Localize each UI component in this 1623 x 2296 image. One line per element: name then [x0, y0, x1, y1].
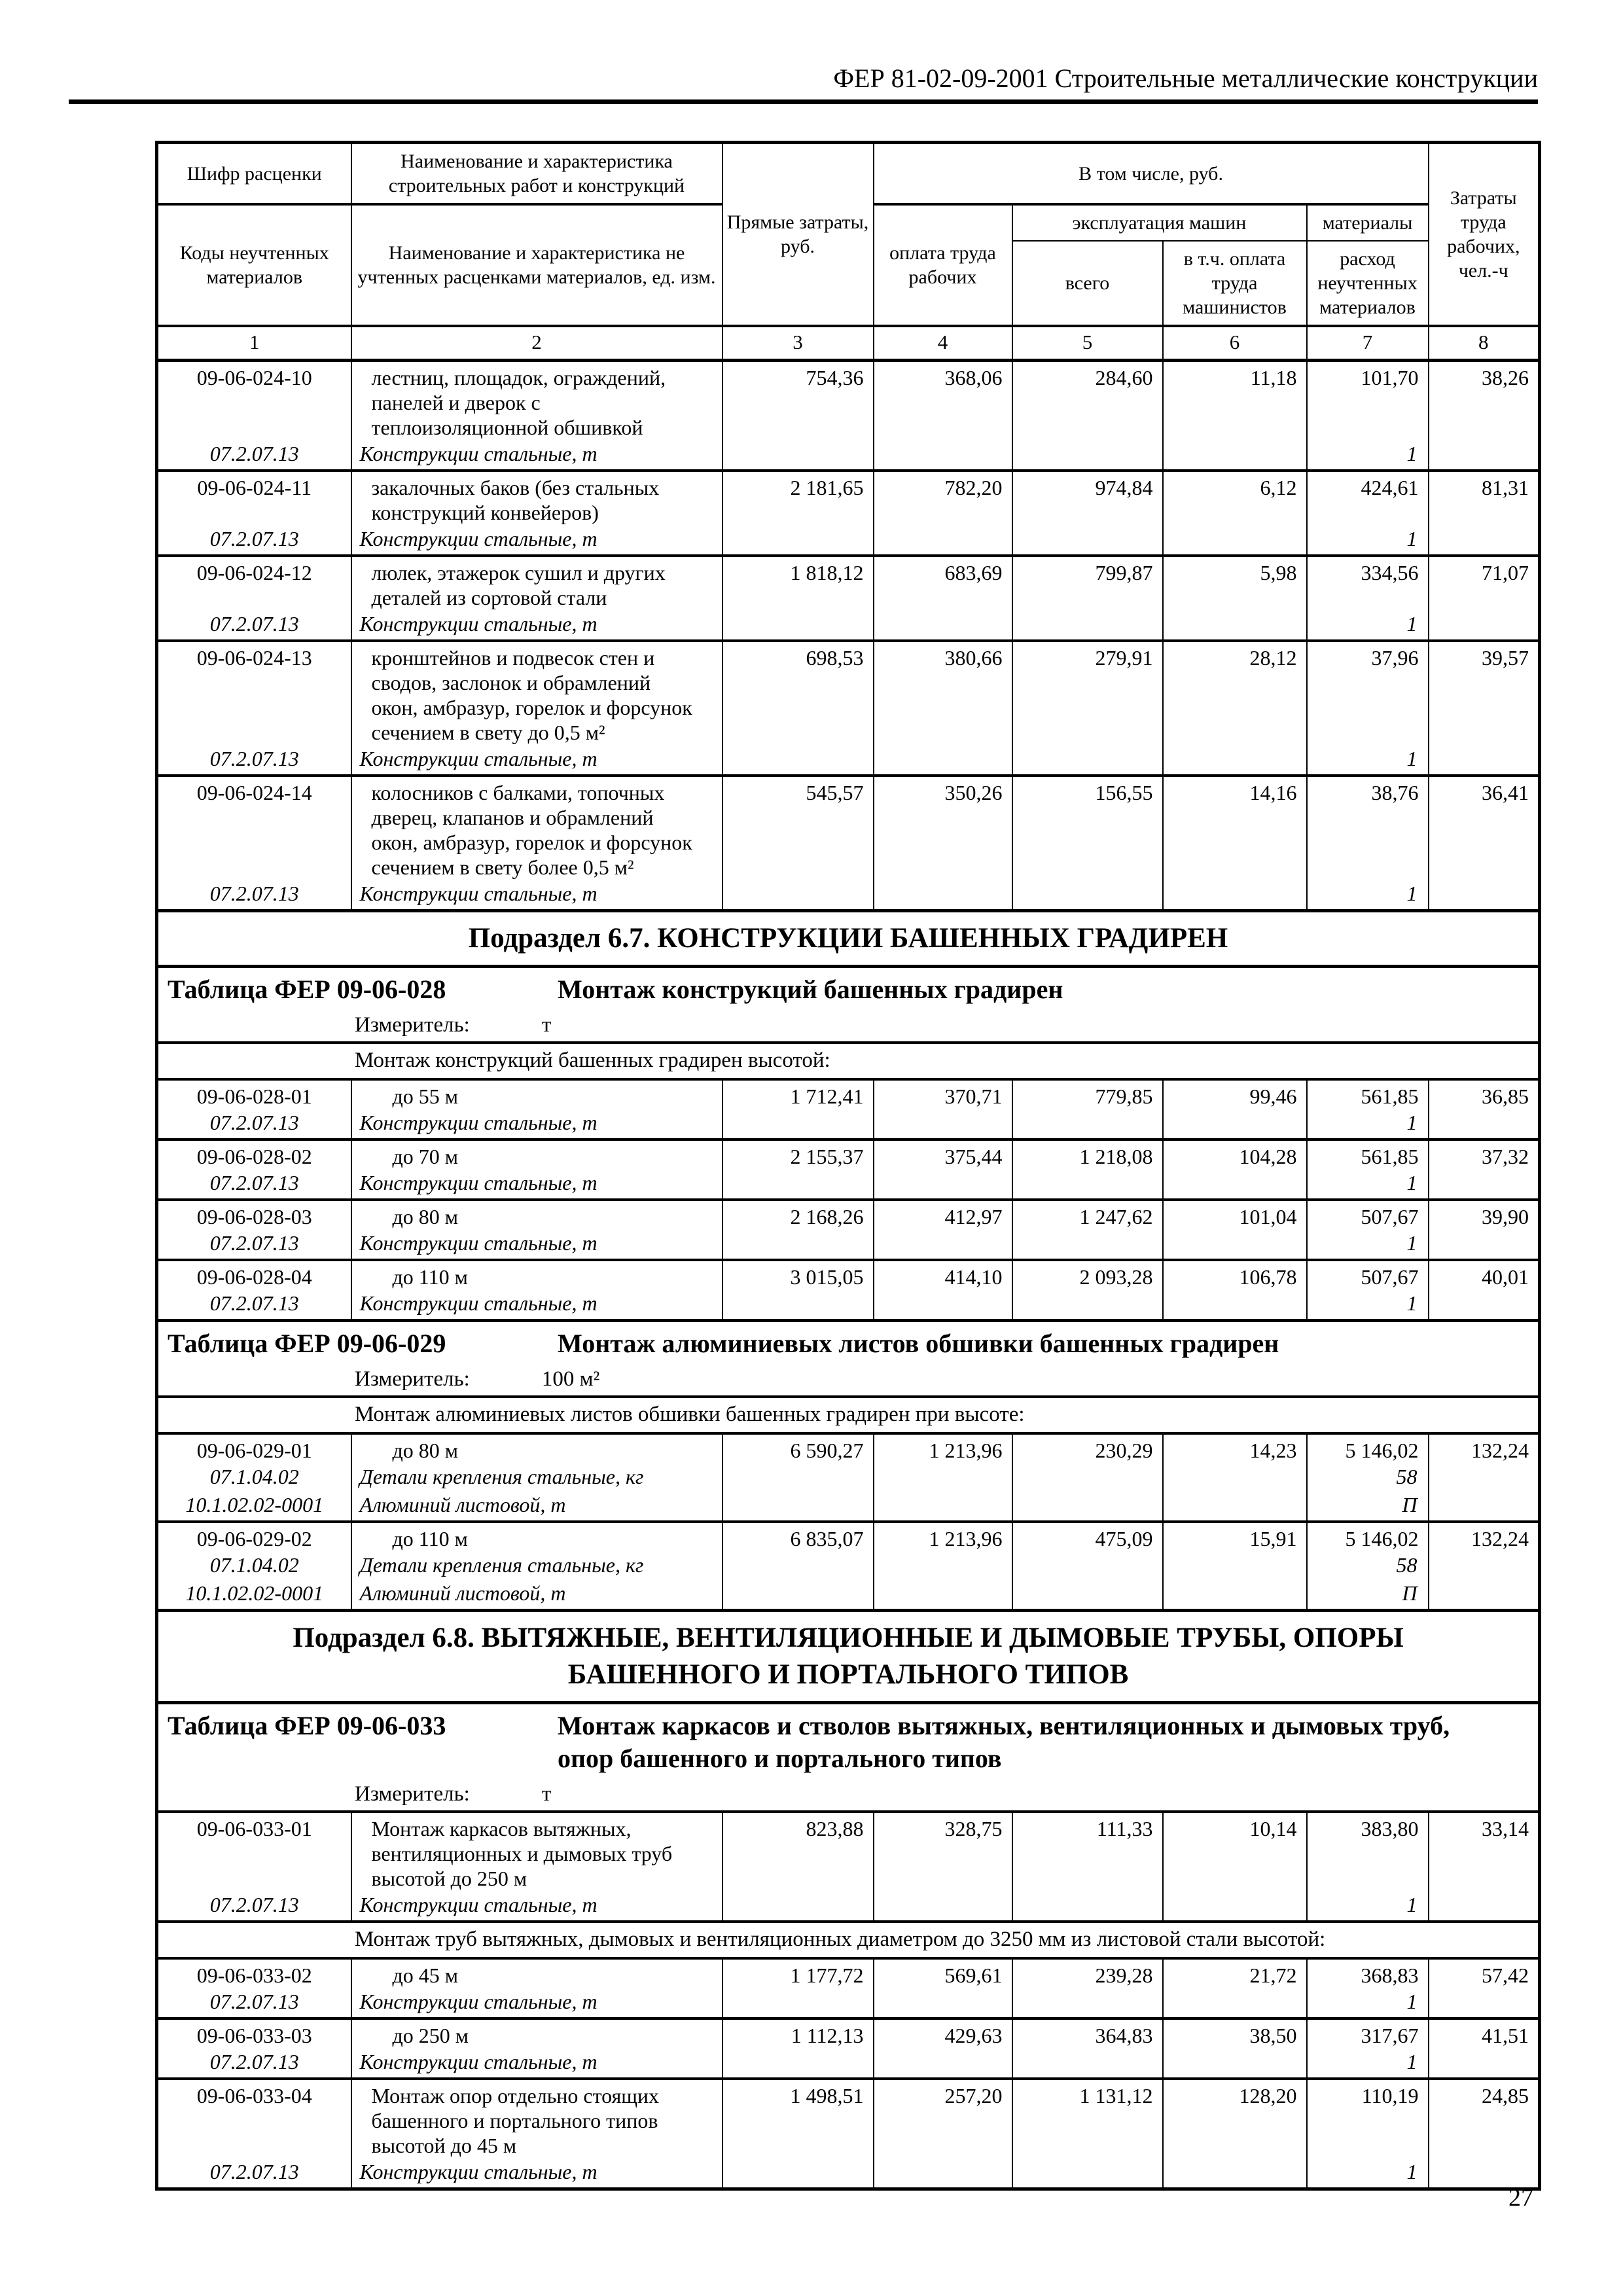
rate-description: до 80 м [392, 1439, 459, 1462]
group-description: Монтаж конструкций башенных градирен высотой: [355, 1049, 830, 1072]
material-qty: 1 [1406, 1171, 1418, 1194]
labor-hours: 36,41 [1482, 781, 1529, 804]
labor-hours: 38,26 [1482, 366, 1529, 389]
rate-code: 09-06-033-03 [196, 2024, 312, 2047]
colnum-8: 8 [1429, 326, 1540, 361]
materials-cost: 424,61 [1361, 476, 1419, 499]
column-numbers-row [157, 326, 1540, 361]
measure-value: т [541, 1013, 552, 1037]
labor-hours: 40,01 [1482, 1265, 1529, 1289]
material-name: Конструкции стальные, т [359, 1990, 597, 2013]
labor-hours: 132,24 [1471, 1527, 1529, 1551]
machines-total: 1 247,62 [1079, 1205, 1153, 1229]
labor-hours: 37,32 [1482, 1145, 1529, 1168]
colnum-4: 4 [874, 326, 1012, 361]
table-number-label: Таблица ФЕР 09-06-028 [168, 975, 446, 1004]
header-naim-mat: Наименование и характеристика не учтенных расценками материалов, ед. изм. [351, 204, 722, 326]
material-code: 07.2.07.13 [209, 882, 299, 905]
rate-description: Монтаж опор отдельно стоящих башенного и портального типов высотой до 45 м [371, 2084, 660, 2157]
materials-cost: 5 146,02 [1345, 1439, 1419, 1462]
material-code: 10.1.02.02-0001 [185, 1493, 324, 1516]
colnum-7: 7 [1307, 326, 1429, 361]
header-pryamye: Прямые затраты, руб. [722, 143, 874, 327]
materials-cost: 507,67 [1361, 1265, 1419, 1289]
rate-description: закалочных баков (без стальных конструкций конвейеров) [371, 476, 660, 524]
machinists-pay: 38,50 [1249, 2024, 1297, 2047]
rate-code: 09-06-024-12 [196, 561, 312, 584]
group-description-row [157, 1922, 1540, 1958]
labor-pay: 328,75 [944, 1817, 1003, 1840]
machinists-pay: 6,12 [1260, 476, 1297, 499]
colnum-1: 1 [157, 326, 351, 361]
rate-code: 09-06-028-03 [196, 1205, 312, 1229]
rate-code: 09-06-024-13 [196, 646, 312, 670]
material-code: 07.2.07.13 [209, 1893, 299, 1916]
measure-row [157, 1011, 1540, 1043]
direct-costs: 754,36 [806, 366, 864, 389]
header-ekspl: эксплуатация машин [1012, 204, 1307, 241]
header-vtch: в т.ч. оплата труда машинистов [1163, 241, 1307, 326]
materials-cost: 507,67 [1361, 1205, 1419, 1229]
labor-hours: 57,42 [1482, 1964, 1529, 1987]
direct-costs: 1 112,13 [791, 2024, 864, 2047]
material-code: 07.2.07.13 [209, 1990, 299, 2013]
materials-cost: 110,19 [1361, 2084, 1419, 2108]
rate-code: 09-06-024-10 [196, 366, 312, 389]
machines-total: 1 218,08 [1079, 1145, 1153, 1168]
material-qty: 1 [1406, 442, 1418, 465]
labor-hours: 81,31 [1482, 476, 1529, 499]
labor-hours: 41,51 [1482, 2024, 1529, 2047]
direct-costs: 2 168,26 [790, 1205, 864, 1229]
labor-pay: 368,06 [944, 366, 1003, 389]
rate-description: до 45 м [392, 1964, 459, 1987]
direct-costs: 823,88 [806, 1817, 864, 1840]
rate-row [157, 1079, 1540, 1139]
rate-row [157, 776, 1540, 911]
machinists-pay: 14,16 [1249, 781, 1297, 804]
rate-row [157, 2079, 1540, 2189]
rate-description: Монтаж каркасов вытяжных, вентиляционных и дымовых труб высотой до 250 м [371, 1817, 673, 1890]
rate-row [157, 1812, 1540, 1922]
labor-hours: 71,07 [1482, 561, 1529, 584]
rate-row [157, 1200, 1540, 1260]
header-shifr: Шифр расценки [157, 143, 351, 205]
materials-cost: 561,85 [1361, 1145, 1419, 1168]
material-name: Конструкции стальные, т [359, 2160, 597, 2183]
measure-label: Измеритель: [355, 1367, 470, 1391]
material-code: 10.1.02.02-0001 [185, 1581, 324, 1605]
materials-cost: 383,80 [1361, 1817, 1419, 1840]
colnum-5: 5 [1012, 326, 1163, 361]
header-zatraty: Затраты труда рабочих, чел.-ч [1429, 143, 1540, 327]
rate-code: 09-06-024-14 [196, 781, 312, 804]
material-name: Детали крепления стальные, кг [359, 1465, 644, 1488]
colnum-6: 6 [1163, 326, 1307, 361]
machines-total: 779,85 [1095, 1085, 1153, 1108]
machinists-pay: 28,12 [1249, 646, 1297, 670]
material-qty: 58 [1396, 1465, 1418, 1488]
rate-description: до 110 м [392, 1265, 468, 1289]
labor-hours: 39,57 [1482, 646, 1529, 670]
material-name: Алюминий листовой, т [359, 1493, 566, 1516]
material-qty: 1 [1406, 612, 1418, 636]
direct-costs: 1 177,72 [790, 1964, 864, 1987]
machines-total: 156,55 [1095, 781, 1153, 804]
material-code: 07.2.07.13 [209, 442, 299, 465]
labor-pay: 683,69 [944, 561, 1003, 584]
material-qty: 1 [1406, 2160, 1418, 2183]
rate-description: до 110 м [392, 1527, 468, 1551]
material-code: 07.2.07.13 [209, 527, 299, 550]
header-naim-rabot: Наименование и характеристика строительных работ и конструкций [351, 143, 722, 205]
rate-description: кронштейнов и подвесок стен и сводов, заслонок и обрамлений окон, амбразур, горелок и форсунок сечением в свету до 0,5 м² [371, 646, 692, 744]
labor-hours: 36,85 [1482, 1085, 1529, 1108]
material-name: Конструкции стальные, т [359, 442, 597, 465]
labor-pay: 380,66 [944, 646, 1003, 670]
machines-total: 1 131,12 [1079, 2084, 1153, 2108]
section-title: Подраздел 6.8. ВЫТЯЖНЫЕ, ВЕНТИЛЯЦИОННЫЕ И ДЫМОВЫЕ ТРУБЫ, ОПОРЫ БАШЕННОГО И ПОРТАЛЬНОГО ТИПОВ [293, 1623, 1404, 1690]
machines-total: 799,87 [1095, 561, 1153, 584]
measure-value: т [541, 1782, 552, 1806]
labor-pay: 569,61 [944, 1964, 1003, 1987]
materials-cost: 561,85 [1361, 1085, 1419, 1108]
direct-costs: 2 181,65 [790, 476, 864, 499]
group-description: Монтаж алюминиевых листов обшивки башенных градирен при высоте: [355, 1403, 1025, 1426]
materials-cost: 38,76 [1371, 781, 1419, 804]
labor-pay: 782,20 [944, 476, 1003, 499]
machinists-pay: 99,46 [1249, 1085, 1297, 1108]
measure-label: Измеритель: [355, 1013, 470, 1037]
labor-pay: 257,20 [944, 2084, 1003, 2108]
material-code: 07.2.07.13 [209, 1291, 299, 1315]
labor-pay: 1 213,96 [929, 1439, 1003, 1462]
machines-total: 111,33 [1096, 1817, 1153, 1840]
machines-total: 364,83 [1095, 2024, 1153, 2047]
direct-costs: 1 818,12 [790, 561, 864, 584]
material-code: 07.2.07.13 [209, 2050, 299, 2073]
direct-costs: 2 155,37 [790, 1145, 864, 1168]
measure-value: 100 м² [541, 1367, 600, 1391]
rate-row [157, 1958, 1540, 2018]
labor-hours: 33,14 [1482, 1817, 1529, 1840]
table-title: Монтаж каркасов и стволов вытяжных, вентиляционных и дымовых труб, опор башенного и портального типов [558, 1711, 1450, 1773]
material-qty: 1 [1406, 1291, 1418, 1315]
table-title: Монтаж конструкций башенных градирен [558, 975, 1063, 1004]
table-number-label: Таблица ФЕР 09-06-029 [168, 1329, 446, 1358]
material-qty: 1 [1406, 1111, 1418, 1134]
rate-row [157, 361, 1540, 471]
rate-code: 09-06-029-01 [196, 1439, 312, 1462]
labor-hours: 39,90 [1482, 1205, 1529, 1229]
header-rashod: расход неучтенных материалов [1307, 241, 1429, 326]
rate-code: 09-06-033-04 [196, 2084, 312, 2108]
rate-code: 09-06-033-02 [196, 1964, 312, 1987]
group-description-row [157, 1397, 1540, 1433]
machinists-pay: 15,91 [1249, 1527, 1297, 1551]
colnum-3: 3 [722, 326, 874, 361]
material-qty: 1 [1406, 2050, 1418, 2073]
rate-description: до 250 м [392, 2024, 469, 2047]
material-qty: 1 [1406, 1990, 1418, 2013]
table-title: Монтаж алюминиевых листов обшивки башенных градирен [558, 1329, 1279, 1358]
group-description-row [157, 1043, 1540, 1079]
rates-table [155, 141, 1541, 2191]
materials-cost: 368,83 [1361, 1964, 1419, 1987]
rate-row [157, 471, 1540, 556]
material-name: Конструкции стальные, т [359, 1893, 597, 1916]
material-name: Конструкции стальные, т [359, 1291, 597, 1315]
rate-code: 09-06-024-11 [197, 476, 312, 499]
rate-code: 09-06-028-01 [196, 1085, 312, 1108]
material-code: 07.2.07.13 [209, 747, 299, 770]
machinists-pay: 128,20 [1239, 2084, 1297, 2108]
measure-row [157, 1365, 1540, 1397]
measure-row [157, 1780, 1540, 1812]
material-name: Детали крепления стальные, кг [359, 1553, 644, 1577]
rate-description: до 70 м [392, 1145, 459, 1168]
table-title-row [157, 967, 1540, 1012]
machinists-pay: 106,78 [1239, 1265, 1297, 1289]
material-qty: 1 [1406, 1893, 1418, 1916]
rate-description: до 55 м [392, 1085, 459, 1108]
machines-total: 239,28 [1095, 1964, 1153, 1987]
machines-total: 230,29 [1095, 1439, 1153, 1462]
machinists-pay: 101,04 [1239, 1205, 1297, 1229]
rate-description: лестниц, площадок, ограждений, панелей и дверок с теплоизоляционной обшивкой [371, 366, 666, 439]
material-qty: 1 [1406, 747, 1418, 770]
materials-cost: 334,56 [1361, 561, 1419, 584]
material-qty: 58 [1396, 1553, 1418, 1577]
materials-cost: 317,67 [1361, 2024, 1419, 2047]
table-title-row [157, 1321, 1540, 1366]
labor-hours: 132,24 [1471, 1439, 1529, 1462]
section-header [157, 911, 1540, 967]
rate-row [157, 641, 1540, 776]
materials-cost: 37,96 [1371, 646, 1419, 670]
machinists-pay: 14,23 [1249, 1439, 1297, 1462]
rate-code: 09-06-029-02 [196, 1527, 312, 1551]
material-name: Конструкции стальные, т [359, 747, 597, 770]
labor-pay: 350,26 [944, 781, 1003, 804]
material-name: Конструкции стальные, т [359, 1171, 597, 1194]
labor-hours: 24,85 [1482, 2084, 1529, 2108]
direct-costs: 1 498,51 [790, 2084, 864, 2108]
material-code: 07.1.04.02 [209, 1465, 299, 1488]
rate-code: 09-06-028-02 [196, 1145, 312, 1168]
machines-total: 279,91 [1095, 646, 1153, 670]
rate-row [157, 1522, 1540, 1611]
materials-cost: 101,70 [1361, 366, 1419, 389]
machines-total: 284,60 [1095, 366, 1153, 389]
direct-costs: 545,57 [806, 781, 864, 804]
table-header [157, 143, 1540, 361]
group-description: Монтаж труб вытяжных, дымовых и вентиляционных диаметром до 3250 мм из листовой стали высотой: [355, 1928, 1326, 1951]
material-name: Конструкции стальные, т [359, 1231, 597, 1255]
materials-cost: 5 146,02 [1345, 1527, 1419, 1551]
material-qty: 1 [1406, 527, 1418, 550]
colnum-2: 2 [351, 326, 722, 361]
machinists-pay: 11,18 [1250, 366, 1297, 389]
header-vsego: всего [1012, 241, 1163, 326]
document-header-title: ФЕР 81-02-09-2001 Строительные металлические конструкции [833, 63, 1538, 93]
material-code: 07.2.07.13 [209, 2160, 299, 2183]
header-rule [69, 99, 1538, 104]
material-qty: П [1402, 1493, 1418, 1516]
labor-pay: 429,63 [944, 2024, 1003, 2047]
header-materialy: материалы [1307, 204, 1429, 241]
material-code: 07.2.07.13 [209, 1231, 299, 1255]
table-title-row [157, 1703, 1540, 1781]
rate-row [157, 2018, 1540, 2079]
material-name: Конструкции стальные, т [359, 527, 597, 550]
machinists-pay: 104,28 [1239, 1145, 1297, 1168]
direct-costs: 698,53 [806, 646, 864, 670]
machines-total: 974,84 [1095, 476, 1153, 499]
material-name: Конструкции стальные, т [359, 2050, 597, 2073]
section-title: Подраздел 6.7. КОНСТРУКЦИИ БАШЕННЫХ ГРАДИРЕН [468, 923, 1228, 954]
material-code: 07.2.07.13 [209, 1111, 299, 1134]
header-v-tom-chisle: В том числе, руб. [874, 143, 1429, 205]
rate-row [157, 1139, 1540, 1200]
material-name: Алюминий листовой, т [359, 1581, 566, 1605]
direct-costs: 6 835,07 [790, 1527, 864, 1551]
rate-description: колосников с балками, топочных дверец, клапанов и обрамлений окон, амбразур, горелок и форсунок сечением в свету более 0,5 м² [371, 781, 692, 879]
material-code: 07.1.04.02 [209, 1553, 299, 1577]
rate-row [157, 556, 1540, 641]
material-qty: 1 [1406, 882, 1418, 905]
material-name: Конструкции стальные, т [359, 882, 597, 905]
rate-description: до 80 м [392, 1205, 459, 1229]
machinists-pay: 5,98 [1260, 561, 1297, 584]
material-name: Конструкции стальные, т [359, 1111, 597, 1134]
machines-total: 475,09 [1095, 1527, 1153, 1551]
table-number-label: Таблица ФЕР 09-06-033 [168, 1711, 446, 1740]
direct-costs: 3 015,05 [790, 1265, 864, 1289]
rate-description: люлек, этажерок сушил и других деталей из сортовой стали [371, 561, 666, 609]
material-code: 07.2.07.13 [209, 1171, 299, 1194]
direct-costs: 6 590,27 [790, 1439, 864, 1462]
material-name: Конструкции стальные, т [359, 612, 597, 636]
labor-pay: 375,44 [944, 1145, 1003, 1168]
machinists-pay: 21,72 [1249, 1964, 1297, 1987]
material-code: 07.2.07.13 [209, 612, 299, 636]
material-qty: П [1402, 1581, 1418, 1605]
header-kody: Коды неучтенных материалов [157, 204, 351, 326]
rate-row [157, 1260, 1540, 1321]
section-header [157, 1611, 1540, 1703]
material-qty: 1 [1406, 1231, 1418, 1255]
page-number: 27 [1508, 2184, 1533, 2212]
rate-code: 09-06-028-04 [196, 1265, 312, 1289]
direct-costs: 1 712,41 [790, 1085, 864, 1108]
labor-pay: 1 213,96 [929, 1527, 1003, 1551]
rate-row [157, 1433, 1540, 1522]
labor-pay: 370,71 [944, 1085, 1003, 1108]
header-oplata: оплата труда рабочих [874, 204, 1012, 326]
labor-pay: 414,10 [944, 1265, 1003, 1289]
machinists-pay: 10,14 [1249, 1817, 1297, 1840]
labor-pay: 412,97 [944, 1205, 1003, 1229]
machines-total: 2 093,28 [1079, 1265, 1153, 1289]
rate-code: 09-06-033-01 [196, 1817, 312, 1840]
measure-label: Измеритель: [355, 1782, 470, 1806]
